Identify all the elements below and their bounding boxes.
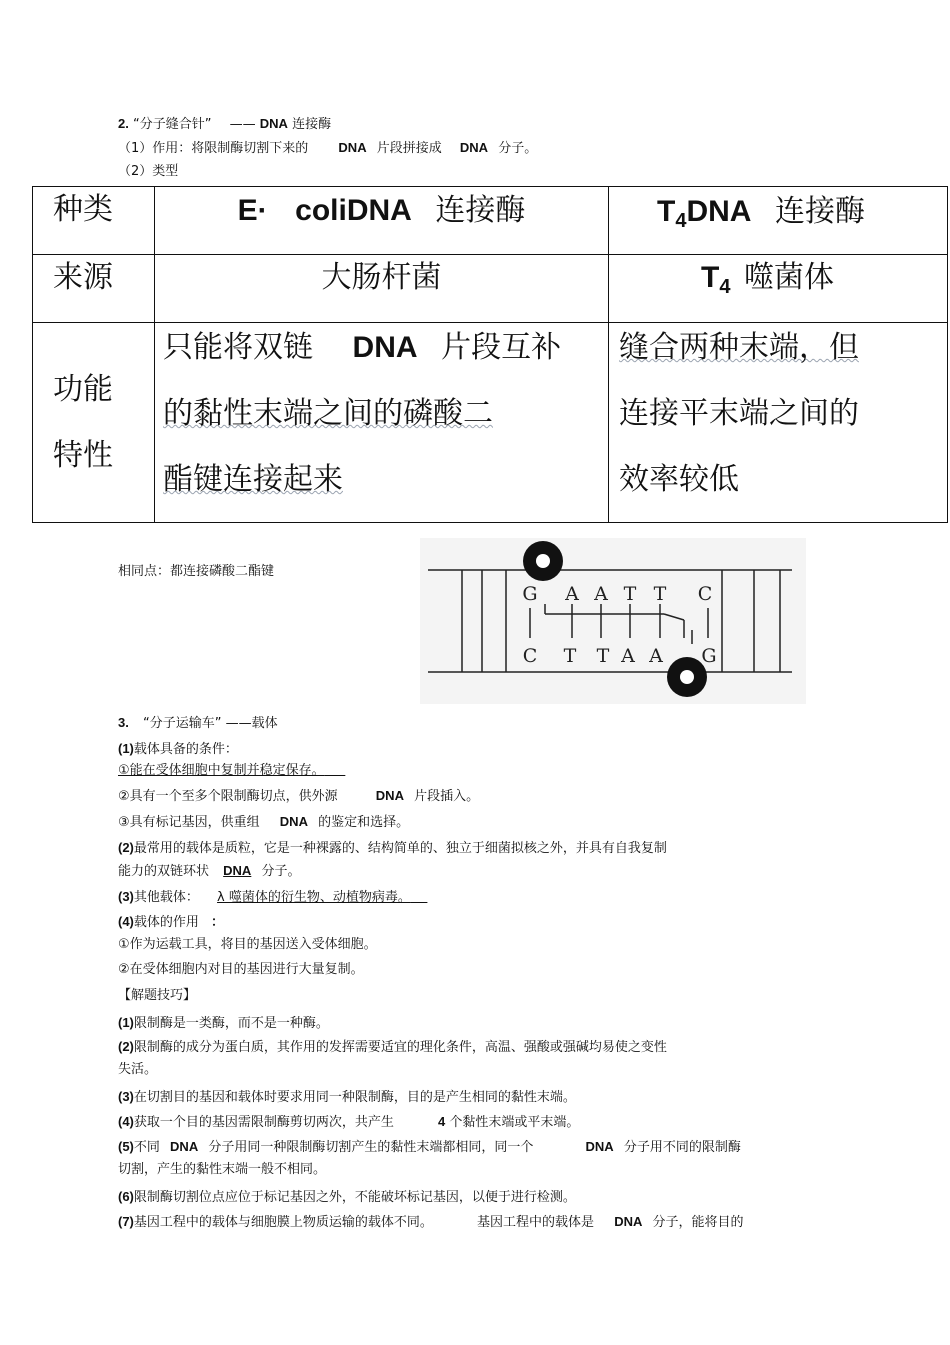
- common-point: 相同点：都连接磷酸二酯键: [118, 564, 275, 579]
- base-top: T: [653, 583, 667, 605]
- item-text: λ 噬菌体的衍生物、动植物病毒。: [217, 890, 411, 905]
- ligase-cut-site-bottom-icon: [667, 657, 707, 697]
- item-text: 分子。: [261, 864, 301, 879]
- base-top: A: [594, 583, 608, 605]
- sticky-end-bonds: [530, 604, 708, 644]
- item-text: ②具有一个至多个限制酶切点，供外源: [118, 789, 338, 804]
- role-2: ②在受体细胞内对目的基因进行大量复制。: [118, 962, 364, 977]
- section3-heading: [118, 714, 278, 733]
- plasmid-description-2: [118, 862, 300, 881]
- plasmid-description: [118, 839, 667, 858]
- item-text: 基因工程中的载体与细胞膜上物质运输的载体不同。: [133, 1215, 433, 1230]
- other-vectors: [118, 888, 427, 907]
- dna-term: DNA: [585, 1139, 614, 1154]
- tip-6: [118, 1188, 576, 1207]
- dna-term: DNA: [223, 863, 252, 878]
- t4-subscript: 4: [675, 210, 687, 232]
- base-bottom: A: [621, 645, 635, 667]
- tip-4: [118, 1113, 579, 1132]
- header-cell-function: [33, 323, 155, 523]
- dna-diagram-svg: [420, 538, 806, 704]
- item-number: (1): [118, 741, 134, 756]
- row-header: 功能: [53, 371, 113, 407]
- function-line: [118, 139, 537, 158]
- tip-2: [118, 1038, 667, 1057]
- heading-title: “分子运输车”: [142, 716, 222, 731]
- item-number: (4): [118, 914, 134, 929]
- ecoli-dna: coliDNA: [295, 194, 412, 227]
- types-line: （2）类型: [118, 164, 179, 179]
- item-text: 获取一个目的基因需限制酶剪切两次，共产生: [133, 1115, 394, 1130]
- item-text: 其他载体：: [133, 890, 199, 905]
- heading-dash: ——: [229, 117, 256, 132]
- function-text: 缝合两种末端，但: [619, 330, 859, 365]
- item-text: 分子用不同的限制酶: [623, 1140, 741, 1155]
- table-row-kind: [33, 187, 948, 255]
- section-number: 2.: [118, 116, 129, 131]
- dna-term: DNA: [259, 116, 288, 131]
- tip-5: [118, 1138, 741, 1157]
- base-top: C: [697, 583, 713, 605]
- ligase-table: [32, 186, 948, 523]
- dna-term: DNA: [459, 140, 489, 155]
- base-top: T: [623, 583, 637, 605]
- tip-2-cont: 失活。: [118, 1062, 158, 1077]
- condition-1: [118, 762, 345, 780]
- item-text: 载体的作用: [133, 915, 199, 930]
- item-text: 限制酶的成分为蛋白质，其作用的发挥需要适宜的理化条件，高温、强酸或强碱均易使之变性: [133, 1040, 667, 1055]
- function-text: 效率较低: [619, 462, 739, 497]
- item-number: (2): [118, 840, 134, 855]
- tip-7: [118, 1213, 744, 1232]
- base-bottom: G: [701, 645, 717, 667]
- vector-conditions: [118, 740, 238, 759]
- row-header: 来源: [53, 260, 113, 295]
- ligase-label: 连接酶: [775, 194, 865, 229]
- base-bottom: T: [563, 645, 577, 667]
- dna-term: DNA: [170, 1139, 199, 1154]
- item-number: (5): [118, 1139, 134, 1154]
- item-text: ①能在受体细胞中复制并稳定保存。: [118, 763, 325, 778]
- item-text: 分子用同一种限制酶切割产生的黏性末端都相同，同一个: [208, 1140, 534, 1155]
- dna-term: DNA: [614, 1214, 643, 1229]
- item-text: 分子，能将目的: [652, 1215, 744, 1230]
- item-number: (7): [118, 1214, 134, 1229]
- function-text: 分子。: [498, 141, 538, 156]
- vector-role: [118, 913, 224, 932]
- section-number: 3.: [118, 715, 129, 730]
- cell-t4-name: [609, 187, 948, 255]
- row-header: 特性: [53, 437, 113, 473]
- t4-letter: T: [657, 195, 676, 228]
- item-text: ③具有标记基因，供重组: [118, 815, 260, 830]
- item-number: (3): [118, 889, 134, 904]
- item-text: 最常用的载体是质粒，它是一种裸露的、结构简单的、独立于细菌拟核之外，并具有自我复制: [133, 841, 667, 856]
- ligase-cut-site-top-icon: [523, 541, 563, 581]
- heading-title: “分子缝合针”: [132, 117, 212, 132]
- dna-ligation-diagram: [420, 538, 806, 704]
- dna-term: DNA: [338, 140, 367, 155]
- cell-t4-function: [609, 323, 948, 523]
- base-bottom: T: [596, 645, 610, 667]
- condition-2: [118, 787, 479, 806]
- function-text: 的黏性末端之间的磷酸二: [163, 396, 493, 431]
- cell-ecoli-source: [155, 255, 609, 323]
- table-row-function: [33, 323, 948, 523]
- cell-ecoli-function: [155, 323, 609, 523]
- function-text: 片段互补: [441, 330, 562, 365]
- row-header: 种类: [53, 192, 113, 227]
- dna-term: DNA: [279, 814, 308, 829]
- condition-3: [118, 813, 409, 832]
- item-text: 片段插入。: [414, 789, 480, 804]
- item-text: 基因工程中的载体是: [477, 1215, 595, 1230]
- base-top: A: [565, 583, 579, 605]
- header-cell-kind: [33, 187, 155, 255]
- cell-t4-source: [609, 255, 948, 323]
- t4-subscript: 4: [719, 276, 731, 298]
- item-number: (3): [118, 1089, 134, 1104]
- count-value: 4: [438, 1114, 446, 1129]
- function-text: 连接平末端之间的: [619, 396, 859, 431]
- role-1: ①作为运载工具，将目的基因送入受体细胞。: [118, 937, 377, 952]
- tips-heading: 【解题技巧】: [118, 988, 197, 1003]
- tip-5-cont: 切割，产生的黏性末端一般不相同。: [118, 1162, 327, 1177]
- base-bottom: C: [522, 645, 538, 667]
- ligase-label: 连接酶: [435, 193, 526, 228]
- ecoli-prefix: E·: [237, 194, 268, 227]
- function-text: 酯键连接起来: [163, 462, 343, 497]
- item-number: (6): [118, 1189, 134, 1204]
- tip-1: [118, 1014, 329, 1033]
- item-text: 不同: [133, 1140, 160, 1155]
- table-row-source: [33, 255, 948, 323]
- cell-ecoli-name: [155, 187, 609, 255]
- function-text: 片段拼接成: [376, 141, 442, 156]
- base-top: G: [522, 583, 538, 605]
- function-text: 只能将双链: [163, 330, 313, 365]
- item-text: 限制酶是一类酶，而不是一种酶。: [133, 1016, 329, 1031]
- item-text: 载体具备的条件：: [133, 742, 238, 757]
- item-number: (2): [118, 1039, 134, 1054]
- heading-rest: ——载体: [225, 716, 278, 731]
- item-number: (1): [118, 1015, 134, 1030]
- item-text: 能力的双链环状: [118, 864, 210, 879]
- section2-heading: [118, 115, 331, 134]
- item-text: 在切割目的基因和载体时要求用同一种限制酶，目的是产生相同的黏性末端。: [133, 1090, 576, 1105]
- base-bottom: A: [649, 645, 663, 667]
- header-cell-source: [33, 255, 155, 323]
- item-text: ：: [211, 914, 225, 929]
- tip-3: [118, 1088, 576, 1107]
- function-text: （1）作用：将限制酶切割下来的: [118, 141, 309, 156]
- ecoli-source: 大肠杆菌: [321, 260, 442, 295]
- dna-term: DNA: [375, 788, 404, 803]
- t4-dna: DNA: [686, 195, 752, 228]
- dna-term: DNA: [352, 331, 418, 364]
- item-number: (4): [118, 1114, 134, 1129]
- item-text: 的鉴定和选择。: [318, 815, 410, 830]
- heading-rest: 连接酶: [292, 117, 332, 132]
- item-text: 个黏性末端或平末端。: [449, 1115, 580, 1130]
- item-text: 限制酶切割位点应位于标记基因之外，不能破坏标记基因，以便于进行检测。: [133, 1190, 576, 1205]
- t4-source: 噬菌体: [744, 260, 834, 295]
- t4-letter: T: [701, 261, 720, 294]
